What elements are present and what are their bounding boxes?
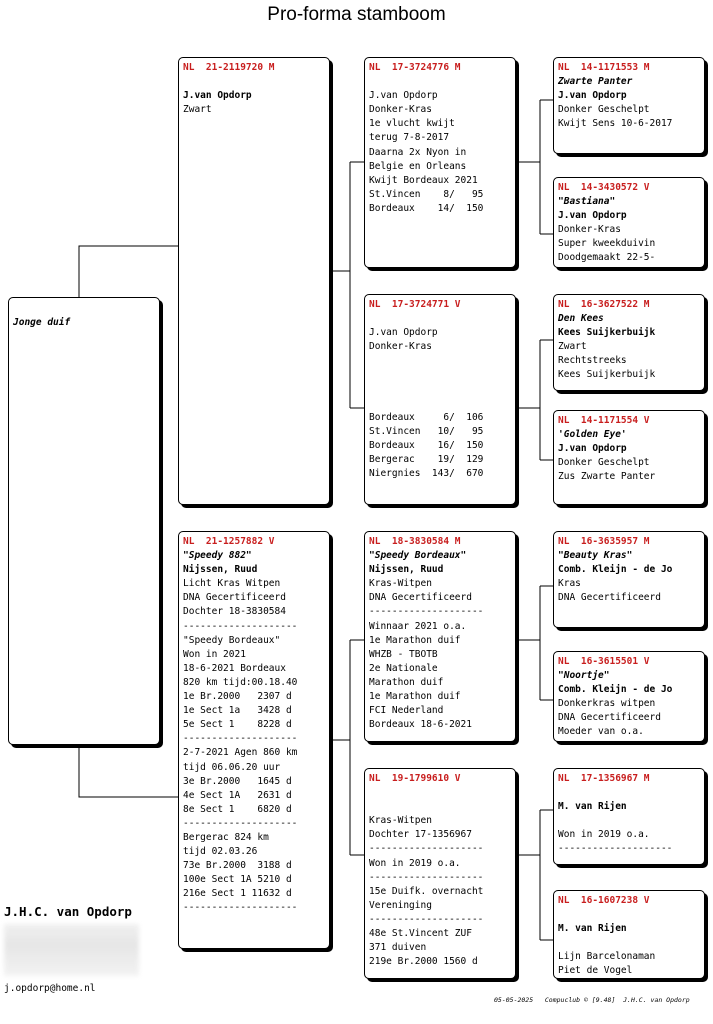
- card-line: Donkerkras witpen: [558, 698, 656, 710]
- card-line: Moeder van o.a.: [558, 726, 644, 738]
- card-line: Doodgemaakt 22-5-: [558, 252, 656, 264]
- card-line: Donker Geschelpt: [558, 457, 650, 469]
- card-line: 'Golden Eye': [558, 429, 627, 441]
- card-line: Jonge duif: [13, 317, 71, 328]
- card-mother-mother[interactable]: [364, 768, 516, 979]
- card-line: 371 duiven: [369, 942, 427, 954]
- card-line: "Speedy Bordeaux": [369, 550, 467, 562]
- card-line: 3e Br.2000 1645 d: [183, 775, 292, 787]
- ring-number: NL 16-1607238 V: [558, 895, 650, 906]
- spacer: [369, 397, 511, 411]
- card-line: Kras-Witpen: [369, 815, 432, 827]
- card-line: 820 km tijd:00.18.40: [183, 676, 298, 688]
- card-line: WHZB - TBOTB: [369, 648, 438, 660]
- ring-number: NL 17-3724771 V: [369, 299, 461, 310]
- ring-number: NL 16-3635957 M: [558, 536, 650, 547]
- card-mother[interactable]: [178, 531, 330, 949]
- card-line: Kras: [558, 578, 581, 590]
- card-line: J.van Opdorp: [369, 90, 438, 102]
- card-line: DNA Gecertificeerd: [558, 592, 661, 604]
- card-mf-father[interactable]: [553, 531, 705, 628]
- card-line: Bergerac 824 km: [183, 831, 269, 843]
- ring-number: NL 14-1171553 M: [558, 62, 650, 73]
- card-line: 15e Duifk. overnacht: [369, 885, 484, 897]
- card-line: 48e St.Vincent ZUF: [369, 928, 472, 940]
- spacer: [369, 312, 511, 326]
- card-line: --------------------: [183, 817, 298, 829]
- card-line: 1e Br.2000 2307 d: [183, 691, 292, 703]
- card-line: Bordeaux 18-6-2021: [369, 719, 472, 731]
- card-line: Donker-Kras: [369, 341, 432, 353]
- card-line: --------------------: [369, 843, 484, 855]
- ring-number: NL 14-3430572 V: [558, 182, 650, 193]
- spacer: [369, 800, 511, 814]
- card-line: terug 7-8-2017: [369, 132, 450, 144]
- card-line: 219e Br.2000 1560 d: [369, 956, 478, 968]
- card-line: Marathon duif: [369, 676, 444, 688]
- card-father-mother[interactable]: [364, 294, 516, 505]
- card-line: tijd 06.06.20 uur: [183, 761, 281, 773]
- card-line: Nijssen, Ruud: [183, 564, 258, 576]
- card-line: M. van Rijen: [558, 801, 627, 813]
- card-line: "Beauty Kras": [558, 550, 633, 562]
- card-line: Dochter 17-1356967: [369, 829, 472, 841]
- card-line: Donker Geschelpt: [558, 104, 650, 116]
- card-line: FCI Nederland: [369, 705, 444, 717]
- card-line: Kees Suijkerbuijk: [558, 369, 656, 381]
- footer-credits: 05-05-2025 Compuclub © [9.48] J.H.C. van Opdorp: [494, 996, 690, 1004]
- card-line: Nijssen, Ruud: [369, 564, 444, 576]
- card-line: Donker-Kras: [558, 224, 621, 236]
- spacer: [558, 814, 700, 828]
- card-line: "Noortje": [558, 670, 610, 682]
- card-line: 2e Nationale: [369, 662, 438, 674]
- card-line: Dochter 18-3830584: [183, 606, 286, 618]
- card-line: DNA Gecertificeerd: [183, 592, 286, 604]
- card-line: DNA Gecertificeerd: [558, 712, 661, 724]
- card-line: Bordeaux 6/ 106: [369, 411, 484, 423]
- ring-number: NL 16-3615501 V: [558, 656, 650, 667]
- card-line: --------------------: [183, 902, 298, 914]
- spacer: [558, 936, 700, 950]
- card-line: Bordeaux 14/ 150: [369, 202, 484, 214]
- card-line: "Speedy Bordeaux": [183, 634, 281, 646]
- spacer: [369, 368, 511, 382]
- card-line: St.Vincen 8/ 95: [369, 188, 484, 200]
- card-line: Daarna 2x Nyon in: [369, 146, 467, 158]
- card-line: 1e Marathon duif: [369, 634, 461, 646]
- card-line: J.van Opdorp: [183, 90, 252, 102]
- spacer: [369, 383, 511, 397]
- card-line: 100e Sect 1A 5210 d: [183, 874, 292, 886]
- card-line: 73e Br.2000 3188 d: [183, 860, 292, 872]
- card-line: Comb. Kleijn - de Jo: [558, 564, 673, 576]
- card-line: Kras-Witpen: [369, 578, 432, 590]
- card-jonge-duif[interactable]: [8, 297, 160, 745]
- card-line: J.van Opdorp: [558, 210, 627, 222]
- card-line: tijd 02.03.26: [183, 846, 258, 858]
- card-line: 5e Sect 1 8228 d: [183, 719, 292, 731]
- card-mm-father[interactable]: [553, 768, 705, 865]
- card-line: J.van Opdorp: [558, 90, 627, 102]
- card-line: J.van Opdorp: [369, 327, 438, 339]
- card-line: "Bastiana": [558, 196, 616, 208]
- spacer: [183, 75, 325, 89]
- card-line: --------------------: [183, 620, 298, 632]
- card-line: Belgie en Orleans: [369, 160, 467, 172]
- card-line: Rechtstreeks: [558, 355, 627, 367]
- card-line: --------------------: [183, 733, 298, 745]
- ring-number: NL 17-3724776 M: [369, 62, 461, 73]
- card-line: Kwijt Sens 10-6-2017: [558, 118, 673, 130]
- card-line: 2-7-2021 Agen 860 km: [183, 747, 298, 759]
- card-fm-mother[interactable]: [553, 410, 705, 505]
- card-line: 1e Sect 1a 3428 d: [183, 705, 292, 717]
- card-line: Zwarte Panter: [558, 76, 633, 88]
- card-fm-father[interactable]: [553, 294, 705, 391]
- card-line: Won in 2019 o.a.: [369, 857, 461, 869]
- card-mother-father[interactable]: [364, 531, 516, 742]
- breeder-email[interactable]: j.opdorp@home.nl: [4, 983, 96, 994]
- card-line: Comb. Kleijn - de Jo: [558, 684, 673, 696]
- ring-number: NL 17-1356967 M: [558, 773, 650, 784]
- spacer: [369, 75, 511, 89]
- card-line: "Speedy 882": [183, 550, 252, 562]
- card-line: J.van Opdorp: [558, 443, 627, 455]
- card-line: Zwart: [183, 104, 212, 116]
- card-mf-mother[interactable]: [553, 651, 705, 742]
- card-line: 1e vlucht kwijt: [369, 118, 455, 130]
- card-line: Super kweekduivin: [558, 238, 656, 250]
- ring-number: NL 14-1171554 V: [558, 415, 650, 426]
- card-father[interactable]: [178, 57, 330, 505]
- card-line: Zwart: [558, 341, 587, 353]
- ring-number: NL 19-1799610 V: [369, 773, 461, 784]
- card-line: 8e Sect 1 6820 d: [183, 803, 292, 815]
- page-title: Pro-forma stamboom: [267, 4, 446, 25]
- card-line: 18-6-2021 Bordeaux: [183, 662, 286, 674]
- card-line: --------------------: [369, 913, 484, 925]
- card-line: Bordeaux 16/ 150: [369, 439, 484, 451]
- spacer: [369, 786, 511, 800]
- card-line: --------------------: [558, 843, 673, 855]
- card-line: Won in 2019 o.a.: [558, 829, 650, 841]
- spacer: [558, 786, 700, 800]
- card-line: Lijn Barcelonaman: [558, 951, 656, 963]
- card-line: Donker-Kras: [369, 104, 432, 116]
- ring-number: NL 16-3627522 M: [558, 299, 650, 310]
- card-line: Niergnies 143/ 670: [369, 468, 484, 480]
- card-line: Bergerac 19/ 129: [369, 454, 484, 466]
- card-line: Den Kees: [558, 313, 604, 325]
- card-mm-mother[interactable]: [553, 890, 705, 979]
- breeder-name: J.H.C. van Opdorp: [4, 904, 132, 919]
- card-line: Licht Kras Witpen: [183, 578, 281, 590]
- card-line: --------------------: [369, 871, 484, 883]
- card-line: M. van Rijen: [558, 923, 627, 935]
- ring-number: NL 21-1257882 V: [183, 536, 275, 547]
- card-line: Vereninging: [369, 899, 432, 911]
- redacted-address: [4, 924, 139, 976]
- spacer: [369, 354, 511, 368]
- card-line: 216e Sect 1 11632 d: [183, 888, 292, 900]
- card-ff-father[interactable]: [553, 57, 705, 154]
- card-line: Piet de Vogel: [558, 965, 633, 977]
- card-line: Won in 2021: [183, 648, 246, 660]
- card-line: St.Vincen 10/ 95: [369, 425, 484, 437]
- card-line: 4e Sect 1A 2631 d: [183, 789, 292, 801]
- card-line: Kwijt Bordeaux 2021: [369, 174, 478, 186]
- card-line: 1e Marathon duif: [369, 691, 461, 703]
- card-ff-mother[interactable]: [553, 177, 705, 268]
- card-line: Zus Zwarte Panter: [558, 471, 656, 483]
- card-line: DNA Gecertificeerd: [369, 592, 472, 604]
- card-line: Winnaar 2021 o.a.: [369, 620, 467, 632]
- ring-number: NL 21-2119720 M: [183, 62, 275, 73]
- card-father-father[interactable]: [364, 57, 516, 268]
- ring-number: NL 18-3830584 M: [369, 536, 461, 547]
- card-line: --------------------: [369, 606, 484, 618]
- card-line: Kees Suijkerbuijk: [558, 327, 656, 339]
- spacer: [558, 908, 700, 922]
